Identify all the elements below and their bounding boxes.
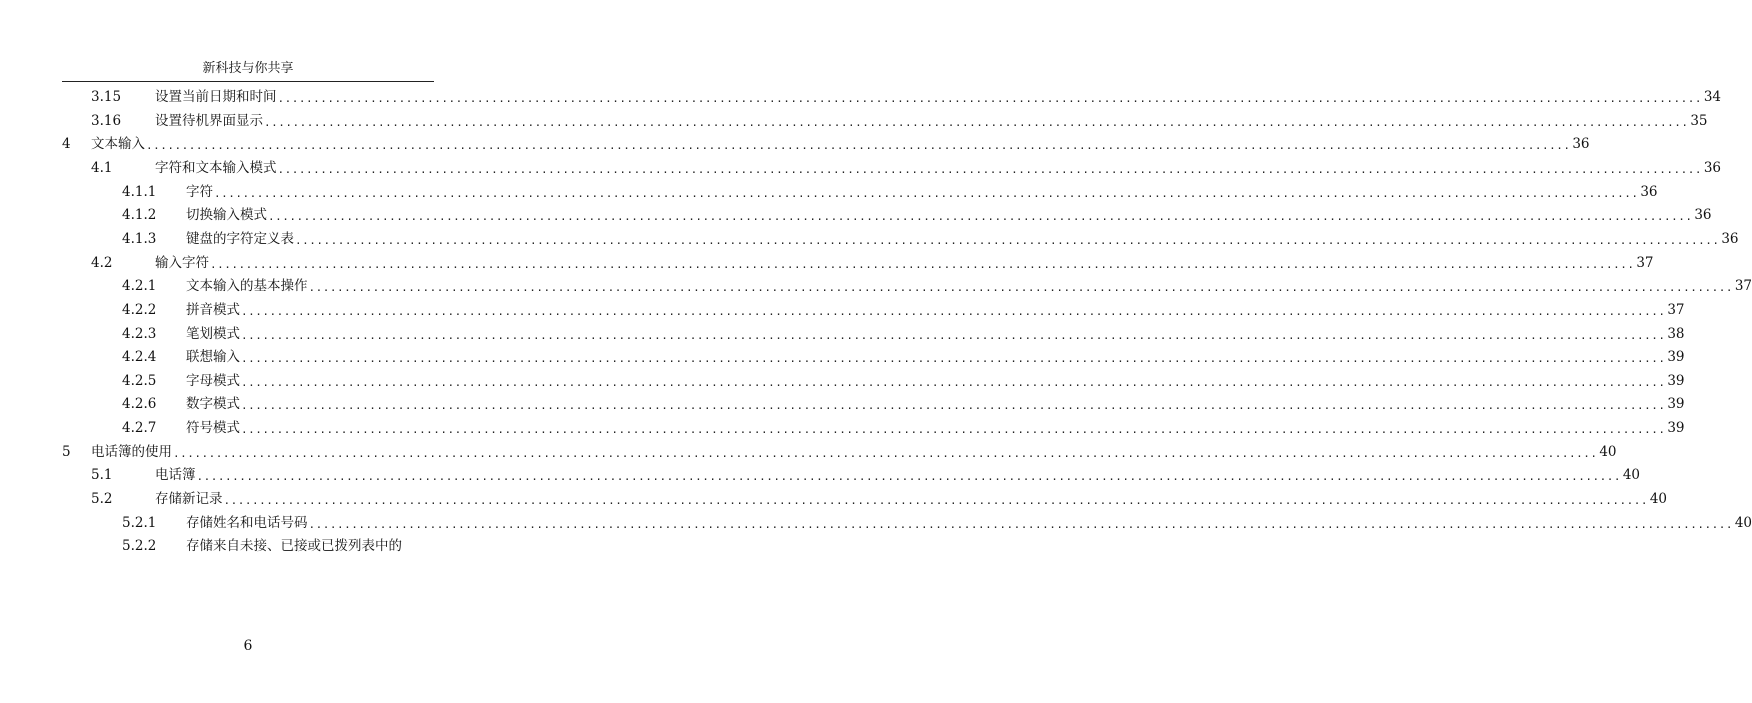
toc-entry[interactable] [0, 512, 1752, 534]
toc-entry-number: 4.2.1 [122, 278, 157, 295]
toc-entry[interactable] [0, 204, 1712, 226]
toc-leader-dots: ........................................................................................................................................................................................................ [241, 399, 1666, 413]
toc-entry-number: 4.2.5 [122, 372, 157, 389]
toc-entry-title: 输入字符 [155, 254, 209, 271]
toc-entry-page: 40 [1734, 514, 1752, 531]
toc-leader-dots: ........................................................................................................................................................................................................ [210, 257, 1635, 271]
toc-entry-number: 5.2.2 [122, 538, 157, 555]
toc-entry-title: 数字模式 [186, 396, 240, 413]
toc-leader-dots: ........................................................................................................................................................................................................ [264, 115, 1689, 129]
toc-entry-page: 36 [1572, 136, 1590, 153]
toc-entry-page: 36 [1721, 230, 1739, 247]
toc-entry-title: 字符 [186, 183, 213, 200]
toc-entry-number: 4.1.3 [122, 230, 157, 247]
toc-entry-title: 存储姓名和电话号码 [186, 514, 308, 531]
toc-entry[interactable] [0, 110, 1708, 132]
toc-entry-number: 3.15 [91, 89, 122, 105]
toc-leader-dots: ........................................................................................................................................................................................................ [308, 281, 1734, 295]
toc-entry[interactable] [0, 393, 1685, 415]
toc-leader-dots: ........................................................................................................................................................................................................ [241, 375, 1666, 389]
toc-entry-title: 切换输入模式 [186, 207, 267, 224]
toc-entry[interactable] [0, 370, 1685, 392]
toc-entry-number: 4.1.1 [122, 183, 157, 200]
toc-entry-title: 设置待机界面显示 [155, 112, 263, 129]
toc-leader-dots: ........................................................................................................................................................................................................ [277, 162, 1703, 176]
toc-leader-dots: ........................................................................................................................................................................................................ [214, 186, 1639, 200]
toc-entry-title: 字母模式 [186, 372, 240, 389]
toc-entry-page: 38 [1667, 325, 1685, 342]
toc-leader-dots: ........................................................................................................................................................................................................ [223, 494, 1649, 508]
toc-entry-number: 5.2 [91, 491, 113, 508]
toc-entry-page: 37 [1636, 254, 1654, 271]
toc-entry[interactable] [0, 535, 496, 557]
toc-entry-number: 5 [62, 443, 71, 460]
toc-leader-dots: ........................................................................................................................................................................................................ [241, 352, 1666, 366]
toc-entry-title: 字符和文本输入模式 [155, 159, 277, 176]
toc-entry-title: 文本输入的基本操作 [186, 278, 308, 295]
toc-entry-page: 40 [1622, 467, 1641, 484]
toc-leader-dots: ........................................................................................................................................................................................................ [308, 517, 1734, 531]
toc-leader-dots: ........................................................................................................................................................................................................ [268, 210, 1693, 224]
toc-entry-number: 4.1.2 [122, 207, 157, 224]
toc-entry-title: 键盘的字符定义表 [186, 230, 294, 247]
toc-entry-number: 4.2.2 [122, 301, 157, 318]
toc-entry-page: 35 [1690, 112, 1708, 129]
toc-entry-page: 39 [1667, 396, 1685, 413]
toc-entry-page: 40 [1649, 491, 1668, 508]
toc-entry[interactable] [0, 228, 1739, 250]
toc-leader-dots: ........................................................................................................................................................................................................ [173, 446, 1598, 460]
toc-entry-number: 4 [62, 136, 71, 153]
toc-entry-page: 36 [1640, 183, 1658, 200]
toc-entry-title: 存储来自未接、已接或已拨列表中的 [186, 538, 402, 555]
toc-entry-page: 39 [1667, 372, 1685, 389]
toc-entry-page: 34 [1703, 89, 1722, 105]
toc-entry-page: 36 [1694, 207, 1712, 224]
toc-leader-dots: ........................................................................................................................................................................................................ [277, 92, 1703, 105]
toc-entry-title: 笔划模式 [186, 325, 240, 342]
toc-entry-number: 5.2.1 [122, 514, 157, 531]
toc-entry-page: 40 [1599, 443, 1617, 460]
toc-entry-number: 4.1 [91, 159, 113, 176]
toc-entry-number: 4.2.6 [122, 396, 157, 413]
header-rule [62, 81, 434, 82]
toc-entry-page: 36 [1703, 159, 1722, 176]
page-number: 6 [243, 638, 253, 654]
toc-entry[interactable] [0, 275, 1752, 297]
toc-entry-page: 39 [1667, 349, 1685, 366]
toc-entry[interactable] [0, 488, 1668, 510]
toc-entry[interactable] [0, 181, 1658, 203]
toc-leader-dots: ........................................................................................................................................................................................................ [295, 233, 1720, 247]
toc-leader-dots: ........................................................................................................................................................................................................ [196, 470, 1622, 484]
toc-entry[interactable] [0, 157, 1722, 179]
toc-entry-title: 拼音模式 [186, 301, 240, 318]
toc-entry-number: 4.2.7 [122, 420, 157, 437]
toc-entry[interactable] [0, 133, 1590, 155]
toc-leader-dots: ........................................................................................................................................................................................................ [241, 328, 1666, 342]
toc-entry[interactable] [0, 346, 1685, 368]
toc-entry[interactable] [0, 86, 1722, 108]
toc-entry-number: 4.2 [91, 254, 113, 271]
running-header: 新科技与你共享 [202, 61, 294, 76]
toc-entry-number: 5.1 [91, 467, 113, 484]
toc-entry[interactable] [0, 417, 1685, 439]
toc-entry-page: 37 [1734, 278, 1752, 295]
toc-leader-dots: ........................................................................................................................................................................................................ [241, 423, 1666, 437]
toc-entry[interactable] [0, 252, 1654, 274]
toc-entry-title: 存储新记录 [155, 491, 223, 508]
toc-leader-dots: ........................................................................................................................................................................................................ [146, 139, 1571, 153]
toc-entry-page: 37 [1667, 301, 1685, 318]
toc-entry-number: 4.2.4 [122, 349, 157, 366]
toc-entry-title: 文本输入 [91, 136, 145, 153]
toc-entry-title: 电话簿的使用 [91, 443, 172, 460]
toc-entry-number: 3.16 [91, 112, 122, 129]
toc-entry[interactable] [0, 464, 1641, 486]
toc-entry[interactable] [0, 441, 1617, 463]
toc-leader-dots: ........................................................................................................................................................................................................ [241, 304, 1666, 318]
toc-entry-title: 符号模式 [186, 420, 240, 437]
toc-entry[interactable] [0, 323, 1685, 345]
toc-entry-title: 联想输入 [186, 349, 240, 366]
toc-entry[interactable] [0, 299, 1685, 321]
toc-entry-page: 39 [1667, 420, 1685, 437]
toc-entry-title: 电话簿 [155, 467, 196, 484]
toc-entry-title: 设置当前日期和时间 [155, 89, 277, 105]
toc-entry-number: 4.2.3 [122, 325, 157, 342]
